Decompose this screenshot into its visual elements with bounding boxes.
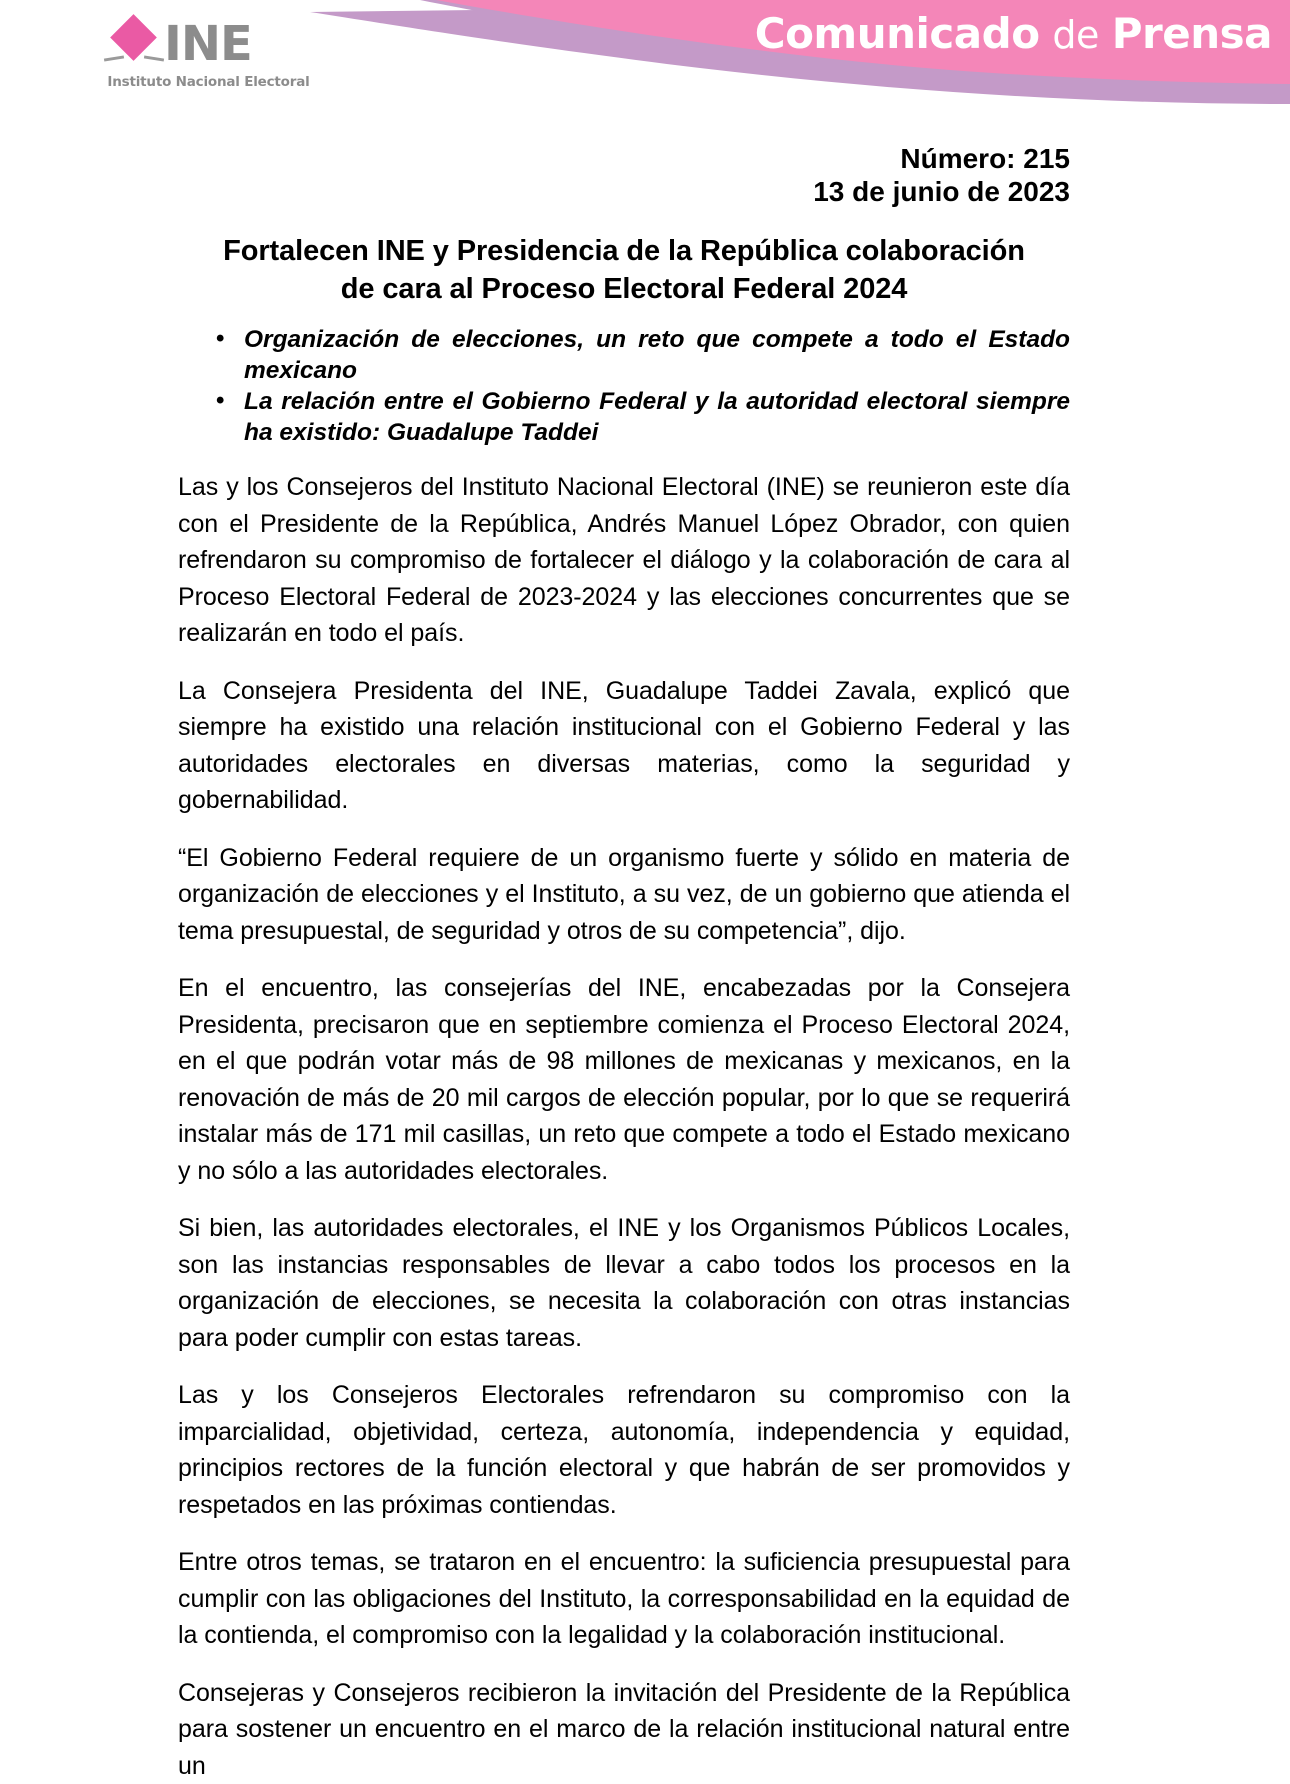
ine-diamond-shape	[110, 14, 157, 61]
paragraph: Las y los Consejeros del Instituto Nacional Electoral (INE) se reunieron este día con el Presidente de la República, Andrés Manuel López Obrador, con quien refrendaron su compromiso de fortalecer el diálogo y la colaboración de cara al Proceso Electoral Federal de 2023-2024 y las elecciones concurrentes que se realizarán en todo el país.	[178, 469, 1070, 652]
paragraph: Si bien, las autoridades electorales, el INE y los Organismos Públicos Locales, son las instancias responsables de llevar a cabo todos los procesos en la organización de elecciones, se necesita la colaboración con otras instancias para poder cumplir con estas tareas.	[178, 1210, 1070, 1356]
banner-title-word-comunicado: Comunicado	[755, 9, 1040, 58]
press-release-date: 13 de junio de 2023	[178, 175, 1070, 208]
ine-logo-subtitle: Instituto Nacional Electoral	[106, 74, 311, 90]
banner-title-word-prensa: Prensa	[1112, 9, 1272, 58]
press-release-number: Número: 215	[178, 142, 1070, 175]
list-item: • La relación entre el Gobierno Federal y la autoridad electoral siempre ha existido: Guadalupe Taddei	[178, 386, 1070, 448]
document-body	[178, 0, 1070, 1784]
ine-diamond-wing-right	[144, 55, 164, 61]
list-item: • Organización de elecciones, un reto que compete a todo el Estado mexicano	[178, 324, 1070, 386]
banner-title-word-de: de	[1052, 13, 1099, 57]
paragraph: Consejeras y Consejeros recibieron la invitación del Presidente de la República para sostener un encuentro en el marco de la relación institucional natural entre un	[178, 1675, 1070, 1784]
body-copy	[178, 469, 1070, 1784]
highlight-bullet-list	[178, 324, 1070, 448]
ine-logo-mark: INE	[164, 20, 252, 68]
ine-diamond-icon	[106, 17, 162, 71]
paragraph: “El Gobierno Federal requiere de un organismo fuerte y sólido en materia de organización de elecciones y el Instituto, a su vez, de un gobierno que atienda el tema presupuestal, de seguridad y otros de su competencia”, dijo.	[178, 840, 1070, 950]
ine-diamond-wing-left	[104, 55, 124, 61]
document-meta	[178, 142, 1070, 208]
paragraph: Las y los Consejeros Electorales refrendaron su compromiso con la imparcialidad, objetividad, certeza, autonomía, independencia y equidad, principios rectores de la función electoral y que habrán de ser promovidos y respetados en las próximas contiendas.	[178, 1377, 1070, 1523]
paragraph: Entre otros temas, se trataron en el encuentro: la suficiencia presupuestal para cumplir con las obligaciones del Instituto, la corresponsabilidad en la equidad de la contienda, el compromiso con la legalidad y la colaboración institucional.	[178, 1544, 1070, 1654]
paragraph: En el encuentro, las consejerías del INE, encabezadas por la Consejera Presidenta, precisaron que en septiembre comienza el Proceso Electoral 2024, en el que podrán votar más de 98 millones de mexicanas y mexicanos, en la renovación de más de 20 mil cargos de elección popular, por lo que se requerirá instalar más de 171 mil casillas, un reto que compete a todo el Estado mexicano y no sólo a las autoridades electorales.	[178, 970, 1070, 1189]
page-title: Fortalecen INE y Presidencia de la República colaboración de cara al Proceso Electoral Federal 2024	[208, 232, 1040, 308]
paragraph: La Consejera Presidenta del INE, Guadalupe Taddei Zavala, explicó que siempre ha existido una relación institucional con el Gobierno Federal y las autoridades electorales en diversas materias, como la seguridad y gobernabilidad.	[178, 673, 1070, 819]
